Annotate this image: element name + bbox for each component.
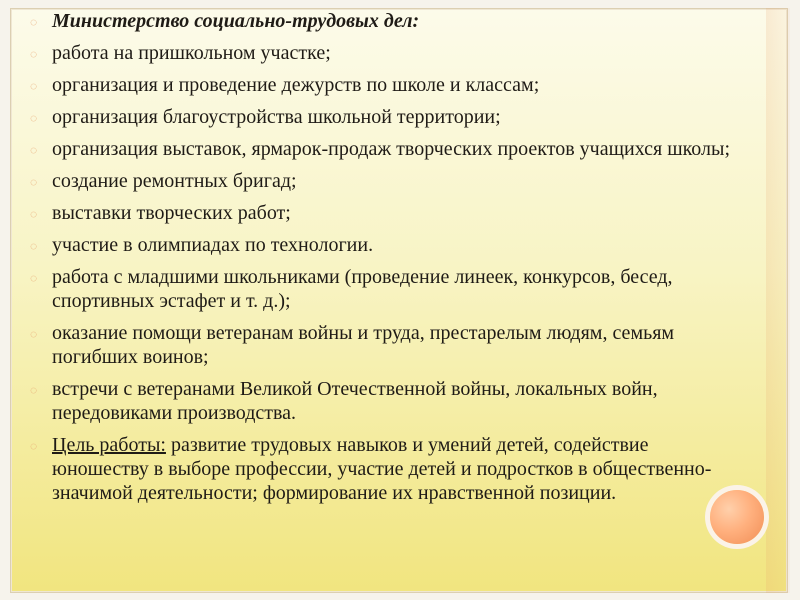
ring-bullet-icon (30, 240, 42, 252)
ministry-heading-item (30, 9, 746, 33)
ring-bullet-icon (30, 176, 42, 188)
ministry-heading-text: Министерство социально-трудовых дел: (52, 10, 420, 32)
list-item (30, 265, 746, 313)
list-item-text: организация благоустройства школьной территории; (52, 106, 501, 128)
list-item-text: участие в олимпиадах по технологии. (52, 234, 374, 256)
list-item-text: работа на пришкольном участке; (52, 42, 331, 64)
list-item-text: работа с младшими школьниками (проведение линеек, конкурсов, бесед, спортивных эстафет и т. д.); (52, 266, 673, 312)
list-item-text: создание ремонтных бригад; (52, 170, 297, 192)
ring-bullet-icon (30, 440, 42, 452)
ring-bullet-icon (30, 384, 42, 396)
list-item (30, 105, 746, 129)
orange-circle-decoration (710, 490, 764, 544)
list-item-text: организация и проведение дежурств по школе и классам; (52, 74, 540, 96)
list-item (30, 137, 746, 161)
ring-bullet-icon (30, 48, 42, 60)
goal-label: Цель работы: (52, 434, 166, 456)
list-item (30, 321, 746, 369)
ring-bullet-icon (30, 16, 42, 28)
ring-bullet-icon (30, 80, 42, 92)
list-item (30, 41, 746, 65)
goal-item (30, 433, 746, 505)
list-item-text: выставки творческих работ; (52, 202, 291, 224)
right-decorative-stripe (766, 8, 790, 593)
list-item-text: организация выставок, ярмарок-продаж творческих проектов учащихся школы; (52, 138, 731, 160)
list-item-text: оказание помощи ветеранам войны и труда, престарелым людям, семьям погибших воинов; (52, 322, 675, 368)
list-item (30, 377, 746, 425)
ring-bullet-icon (30, 208, 42, 220)
ring-bullet-icon (30, 144, 42, 156)
ring-bullet-icon (30, 112, 42, 124)
list-item (30, 233, 746, 257)
list-item-text: встречи с ветеранами Великой Отечественной войны, локальных войн, передовиками производства. (52, 378, 658, 424)
ring-bullet-icon (30, 272, 42, 284)
ring-bullet-icon (30, 328, 42, 340)
goal-text: развитие трудовых навыков и умений детей, содействие юношеству в выборе профессии, участие детей и подростков в общественно-значимой деятельности; формирование их нравственной позиции. (52, 434, 712, 504)
list-item (30, 201, 746, 225)
list-item (30, 73, 746, 97)
list-item (30, 169, 746, 193)
slide-content (30, 9, 746, 513)
